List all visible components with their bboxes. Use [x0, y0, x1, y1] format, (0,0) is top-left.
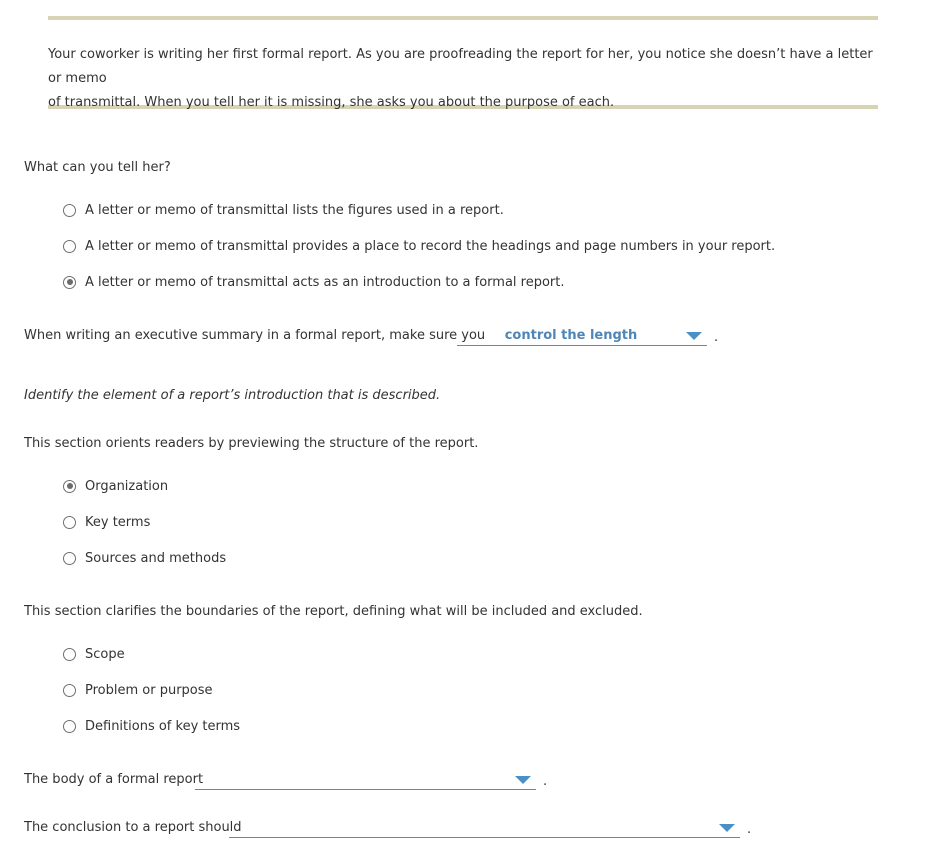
q3-option-2-label: Key terms — [85, 514, 151, 530]
q5-answer-dropdown[interactable] — [195, 771, 536, 790]
q1-option-2[interactable] — [63, 237, 775, 255]
radio-button-icon[interactable] — [63, 204, 76, 217]
q6-suffix: . — [747, 822, 752, 837]
q6-answer-dropdown[interactable] — [229, 819, 740, 838]
question-3-prompt: This section orients readers by previewing the structure of the report. — [24, 436, 479, 451]
q4-option-2-label: Problem or purpose — [85, 682, 213, 698]
chevron-down-icon — [686, 332, 702, 340]
q3-option-1-label: Organization — [85, 478, 169, 494]
radio-button-selected-icon[interactable] — [63, 276, 76, 289]
radio-button-selected-icon[interactable] — [63, 480, 76, 493]
radio-button-icon[interactable] — [63, 552, 76, 565]
question-2-prompt: When writing an executive summary in a formal report, make sure you — [24, 328, 486, 343]
q3-option-1[interactable] — [63, 477, 168, 495]
q2-suffix: . — [714, 330, 719, 345]
scenario-line-1: Your coworker is writing her first formal report. As you are proofreading the report for her, you notice she doesn’t have a letter or memo — [48, 47, 873, 86]
scenario-box — [48, 16, 878, 109]
question-4-prompt: This section clarifies the boundaries of the report, defining what will be included and excluded. — [24, 604, 643, 619]
q3-option-3[interactable] — [63, 549, 226, 567]
q4-option-1-label: Scope — [85, 646, 125, 662]
radio-button-icon[interactable] — [63, 516, 76, 529]
q4-option-3-label: Definitions of key terms — [85, 718, 241, 734]
radio-button-icon[interactable] — [63, 240, 76, 253]
q1-option-1-label: A letter or memo of transmittal lists the figures used in a report. — [85, 202, 504, 218]
chevron-down-icon — [515, 776, 531, 784]
q4-option-3[interactable] — [63, 717, 240, 735]
question-1-prompt: What can you tell her? — [24, 160, 171, 175]
q1-option-3[interactable] — [63, 273, 565, 291]
radio-button-icon[interactable] — [63, 648, 76, 661]
q4-option-1[interactable] — [63, 645, 125, 663]
question-5-prompt: The body of a formal report — [24, 772, 204, 787]
radio-button-icon[interactable] — [63, 684, 76, 697]
q4-option-2[interactable] — [63, 681, 213, 699]
q2-answer-dropdown[interactable] — [457, 327, 707, 346]
q3-option-3-label: Sources and methods — [85, 550, 227, 566]
q1-option-1[interactable] — [63, 201, 504, 219]
q5-suffix: . — [543, 774, 548, 789]
q2-dropdown-value: control the length — [504, 328, 638, 343]
q3-option-2[interactable] — [63, 513, 150, 531]
chevron-down-icon — [719, 824, 735, 832]
question-6-prompt: The conclusion to a report should — [24, 820, 242, 835]
radio-button-icon[interactable] — [63, 720, 76, 733]
q1-option-2-label: A letter or memo of transmittal provides a place to record the headings and page numbers in your report. — [85, 238, 776, 254]
scenario-line-2: of transmittal. When you tell her it is missing, she asks you about the purpose of each. — [48, 95, 615, 110]
instruction-text: Identify the element of a report’s introduction that is described. — [24, 388, 441, 403]
q1-option-3-label: A letter or memo of transmittal acts as an introduction to a formal report. — [85, 274, 565, 290]
